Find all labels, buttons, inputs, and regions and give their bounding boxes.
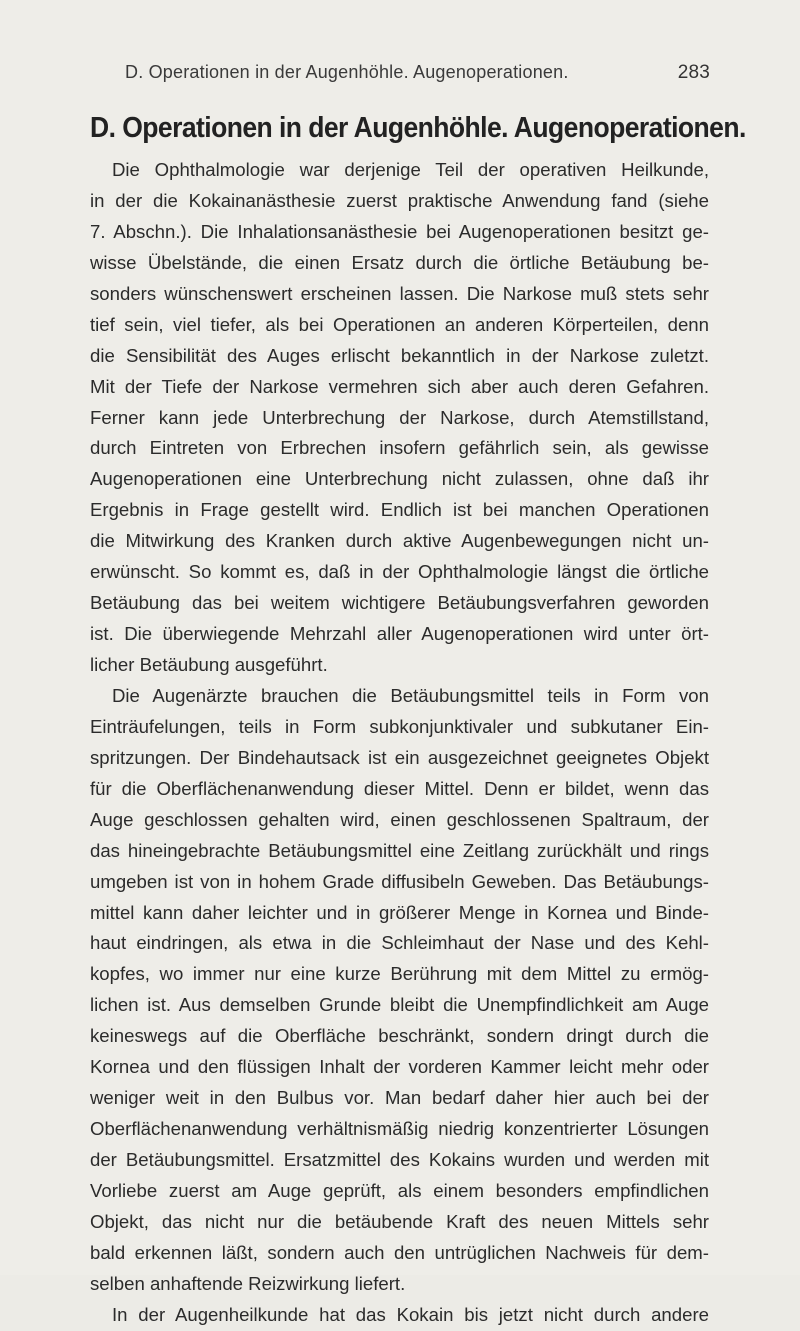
text-line: das hineingebrachte Betäubungsmittel eine Zeitlang zurückhält und rings [90,839,709,861]
text-line: Vorliebe zuerst am Auge geprüft, als einem besonders empfindlichen [90,1179,709,1201]
text-line: sonders wünschenswert erscheinen lassen. Die Narkose muß stets sehr [90,282,709,304]
paragraph [90,1300,709,1331]
text-line: In der Augenheilkunde hat das Kokain bis jetzt nicht durch andere [112,1303,709,1325]
text-line: Objekt, das nicht nur die betäubende Kraft des neuen Mittels sehr [90,1210,709,1232]
text-line: lichen ist. Aus demselben Grunde bleibt die Unempfindlichkeit am Auge [90,994,709,1016]
text-line: weniger weit in den Bulbus vor. Man bedarf daher hier auch bei der [90,1087,709,1109]
text-line: der Betäubungsmittel. Ersatzmittel des Kokains wurden und werden mit [90,1149,709,1170]
text-line: Mit der Tiefe der Narkose vermehren sich aber auch deren Gefahren. [90,375,709,397]
text-line: tief sein, viel tiefer, als bei Operationen an anderen Körperteilen, denn [90,313,709,335]
text-line: die Sensibilität des Auges erlischt bekanntlich in der Narkose zuletzt. [90,344,709,366]
text-line: keineswegs auf die Oberfläche beschränkt, sondern dringt durch die [90,1025,709,1047]
text-line: 7. Abschn.). Die Inhalationsanästhesie bei Augenoperationen besitzt ge- [90,220,709,242]
text-line: erwünscht. So kommt es, daß in der Ophthalmologie längst die örtliche [90,561,709,583]
text-line: Augenoperationen eine Unterbrechung nicht zulassen, ohne daß ihr [90,468,709,490]
text-line: Ferner kann jede Unterbrechung der Narkose, durch Atemstillstand, [90,406,709,428]
text-line: Ergebnis in Frage gestellt wird. Endlich ist bei manchen Operationen [90,499,709,521]
paragraph [90,681,709,1300]
text-line: für die Oberflächenanwendung dieser Mittel. Denn er bildet, wenn das [90,777,709,799]
text-line: Oberflächenanwendung verhältnismäßig niedrig konzentrierter Lösungen [90,1118,709,1140]
paragraph [90,155,709,681]
text-line: licher Betäubung ausgeführt. [90,654,328,675]
text-line: wisse Übelstände, die einen Ersatz durch die örtliche Betäubung be- [90,251,709,273]
text-line: die Mitwirkung des Kranken durch aktive Augenbewegungen nicht un- [90,530,709,552]
running-head-title: D. Operationen in der Augenhöhle. Augenoperationen. [125,62,569,82]
text-line: Kornea und den flüssigen Inhalt der vorderen Kammer leicht mehr oder [90,1056,709,1078]
section-title: D. Operationen in der Augenhöhle. Augenoperationen. [90,112,746,144]
text-line: selben anhaftende Reizwirkung liefert. [90,1272,406,1294]
text-line: Die Ophthalmologie war derjenige Teil der operativen Heilkunde, [112,159,709,180]
text-line: ist. Die überwiegende Mehrzahl aller Augenoperationen wird unter ört- [90,623,709,645]
body-text [90,155,709,1331]
text-line: umgeben ist von in hohem Grade diffusibeln Geweben. Das Betäubungs- [90,870,709,892]
text-line: Auge geschlossen gehalten wird, einen geschlossenen Spaltraum, der [90,808,709,830]
running-head [90,62,710,88]
text-line: Die Augenärzte brauchen die Betäubungsmittel teils in Form von [112,684,709,706]
text-line: Einträufelungen, teils in Form subkonjunktivaler und subkutaner Ein- [90,715,709,737]
text-line: haut eindringen, als etwa in die Schleimhaut der Nase und des Kehl- [90,932,709,954]
text-line: bald erkennen läßt, sondern auch den untrüglichen Nachweis für dem- [90,1241,709,1263]
page-number: 283 [677,62,710,83]
text-line: Betäubung das bei weitem wichtigere Betäubungsverfahren geworden [90,592,709,614]
text-line: durch Eintreten von Erbrechen insofern gefährlich sein, als gewisse [90,437,709,459]
text-line: spritzungen. Der Bindehautsack ist ein ausgezeichnet geeignetes Objekt [90,746,709,768]
text-line: kopfes, wo immer nur eine kurze Berührung mit dem Mittel zu ermög- [90,963,709,985]
text-line: in der die Kokainanästhesie zuerst praktische Anwendung fand (siehe [90,189,709,211]
text-line: mittel kann daher leichter und in größerer Menge in Kornea und Binde- [90,901,709,923]
